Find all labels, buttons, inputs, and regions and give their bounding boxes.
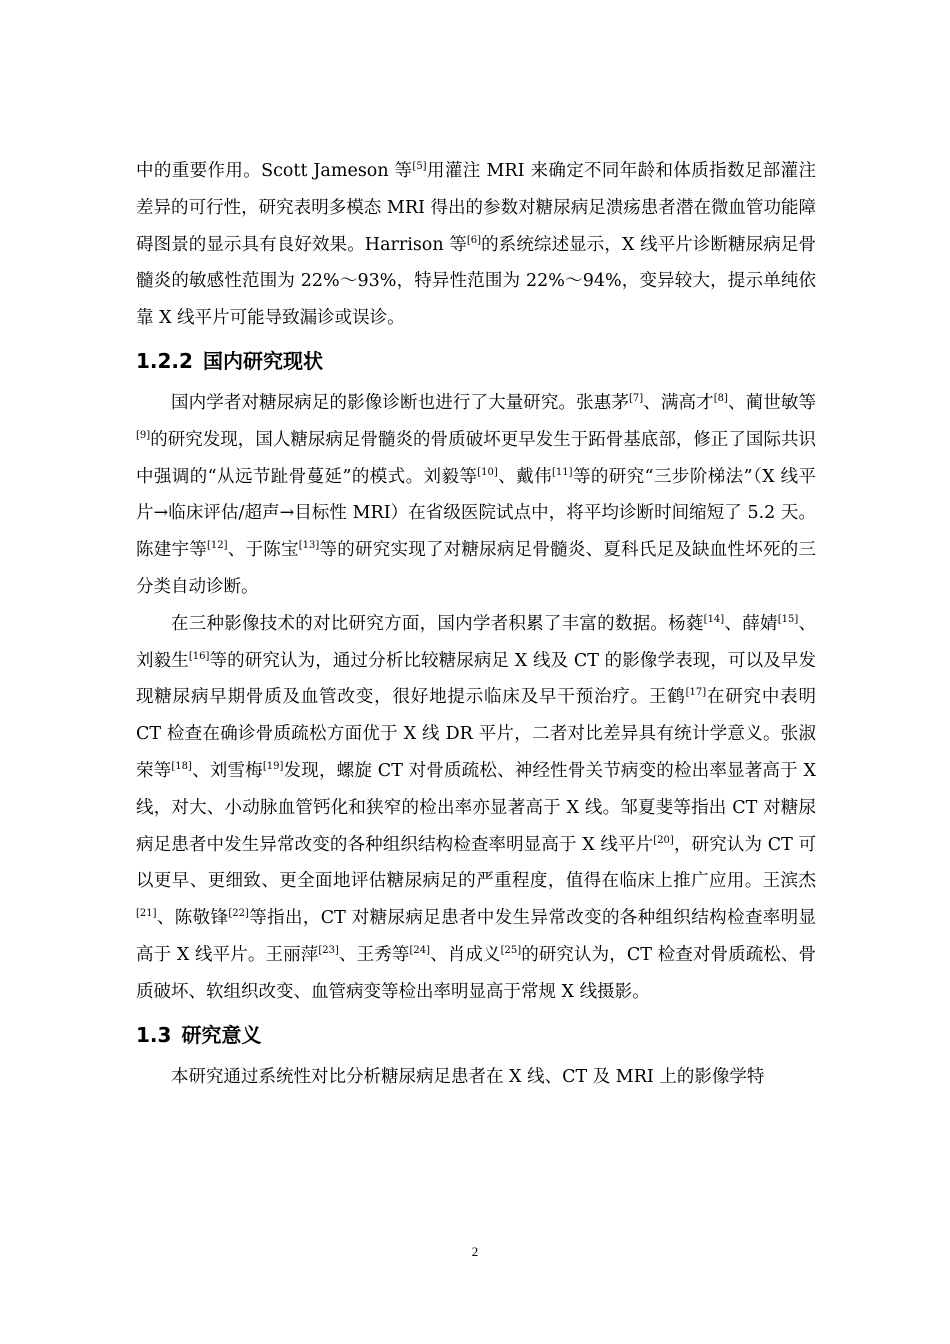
citation-ref: [17] — [685, 687, 707, 699]
text-run: 用灌注 MRI 来确定不同年龄和体质指数足部灌注差异的可行性，研究表明多模态 MRI 得出的参数对糖尿病足溃疡患者潜在微血管功能障碍图景的显示具有良好效果。Harrison 等 — [136, 161, 817, 255]
text-run: 、薛婧 — [724, 613, 778, 634]
citation-ref: [24] — [409, 944, 430, 956]
citation-ref: [19] — [262, 760, 284, 772]
citation-ref: [11] — [552, 466, 573, 478]
text-run: 发现，螺旋 CT 对骨质疏松、神经性骨关节病变的检出率显著高于 X 线，对大、小动脉血管钙化和狭窄的检出率亦显著高于 X 线。邹夏斐等指出 CT 对糖尿病足患者中发生异常改变的各种组织结构检查率明显高于 X 线平片 — [136, 760, 817, 855]
body-paragraph — [136, 153, 816, 337]
text-run: 、刘雪梅 — [191, 760, 263, 781]
text-run: 在三种影像技术的对比研究方面，国内学者积累了丰富的数据。杨蕤 — [171, 613, 704, 634]
page-number: 2 — [471, 1244, 479, 1259]
citation-ref: [14] — [703, 613, 725, 625]
body-paragraph — [136, 606, 816, 1011]
text-run: 中的重要作用。Scott Jameson 等 — [136, 161, 413, 181]
text-run: 、蔺世敏等 — [727, 392, 816, 413]
text-run: 、满高才 — [643, 392, 714, 413]
citation-ref: [18] — [171, 760, 192, 772]
citation-ref: [8] — [713, 392, 728, 404]
citation-ref: [21] — [136, 908, 157, 920]
text-run: 的研究认为，CT 检查对骨质疏松、骨质破坏、软组织改变、血管病变等检出率明显高于常规 X 线摄影。 — [136, 944, 817, 1002]
citation-ref: [25] — [500, 944, 522, 956]
citation-ref: [22] — [228, 908, 249, 920]
body-paragraph — [136, 1059, 816, 1096]
text-run: 的研究发现，国人糖尿病足骨髓炎的骨质破坏更早发生于跖骨基底部，修正了国际共识中强调的“从远节趾骨蔓延”的模式。刘毅等 — [136, 429, 816, 487]
text-run: ，研究认为 CT 可以更早、更细致、更全面地评估糖尿病足的严重程度，值得在临床上推广应用。王滨杰 — [136, 834, 817, 892]
page-body — [136, 153, 816, 1095]
body-paragraph — [136, 385, 816, 606]
citation-ref: [20] — [653, 834, 674, 846]
citation-ref: [9] — [136, 429, 151, 441]
text-run: 等的研究实现了对糖尿病足骨髓炎、夏科氏足及缺血性坏死的三分类自动诊断。 — [136, 540, 817, 597]
citation-ref: [10] — [477, 466, 498, 478]
section-number: 1.2.2 — [136, 348, 193, 373]
text-run: 国内学者对糖尿病足的影像诊断也进行了大量研究。张惠茅 — [171, 392, 629, 413]
citation-ref: [16] — [188, 650, 210, 662]
citation-ref: [7] — [629, 392, 644, 404]
text-run: 、肖成义 — [429, 944, 501, 965]
text-run: 、戴伟 — [497, 466, 552, 487]
text-run: 等的研究认为，通过分析比较糖尿病足 X 线及 CT 的影像学表现，可以及早发现糖尿病早期骨质及血管改变，很好地提示临床及早干预治疗。王鹤 — [136, 650, 816, 708]
text-run: 、刘毅生 — [136, 613, 817, 671]
section-heading — [136, 1011, 816, 1059]
citation-ref: [13] — [298, 540, 320, 552]
text-run: 、陈敬锋 — [156, 908, 229, 929]
section-title: 国内研究现状 — [202, 348, 323, 373]
section-title: 研究意义 — [181, 1022, 262, 1047]
text-run: 等指出，CT 对糖尿病足患者中发生异常改变的各种组织结构检查率明显高于 X 线平片。王丽萍 — [136, 908, 817, 965]
text-run: 在研究中表明 CT 检查在确诊骨质疏松方面优于 X 线 DR 平片，二者对比差异具有统计学意义。张淑荣等 — [136, 687, 817, 781]
citation-ref: [23] — [318, 944, 339, 956]
text-run: 本研究通过系统性对比分析糖尿病足患者在 X 线、CT 及 MRI 上的影像学特 — [171, 1066, 765, 1087]
text-run: 、王秀等 — [338, 944, 410, 965]
citation-ref: [12] — [206, 540, 228, 552]
section-heading — [136, 337, 816, 385]
text-run: 、于陈宝 — [227, 540, 299, 561]
text-run: 等的研究“三步阶梯法”（X 线平片→临床评估/超声→目标性 MRI）在省级医院试点中，将平均诊断时间缩短了 5.2 天。陈建宇等 — [136, 466, 816, 561]
citation-ref: [6] — [466, 234, 482, 246]
text-run: 的系统综述显示，X 线平片诊断糖尿病足骨髓炎的敏感性范围为 22%～93%，特异性范围为 22%～94%，变异较大，提示单纯依靠 X 线平片可能导致漏诊或误诊。 — [136, 234, 816, 329]
citation-ref: [5] — [412, 161, 427, 172]
citation-ref: [15] — [777, 613, 799, 625]
section-number: 1.3 — [136, 1022, 172, 1047]
